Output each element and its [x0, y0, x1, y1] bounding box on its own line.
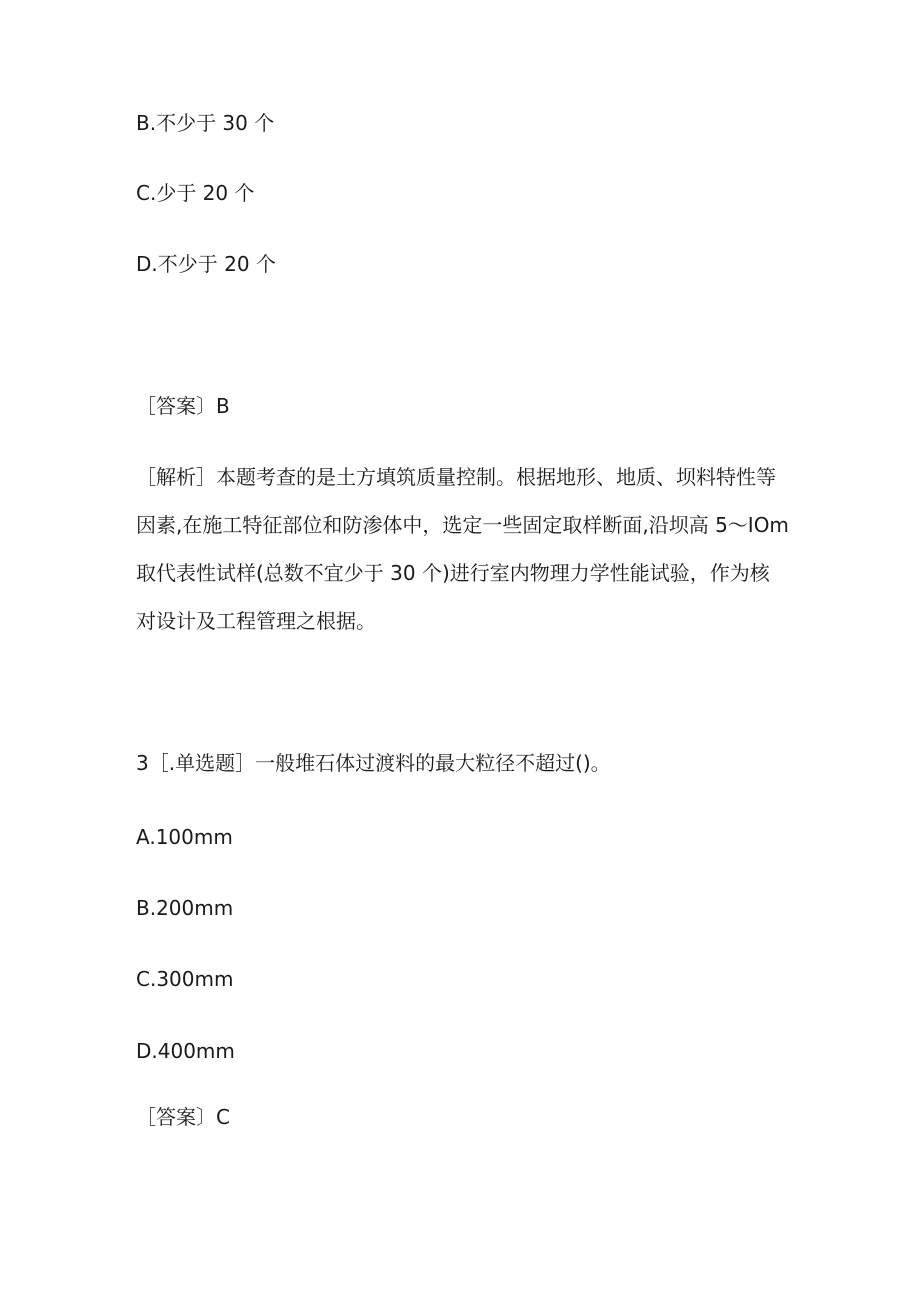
q3-option-c: C.300mm — [136, 967, 234, 991]
q3-answer: ［答案〕C — [136, 1105, 230, 1129]
q2-option-c: C.少于 20 个 — [136, 181, 255, 205]
q2-answer: ［答案〕B — [136, 394, 230, 418]
q2-analysis-line: 对设计及工程管理之根据。 — [136, 609, 376, 633]
q2-analysis-line: 因素,在施工特征部位和防渗体中，选定一些固定取样断面,沿坝高 5～IOm — [136, 513, 789, 537]
q3-option-b: B.200mm — [136, 896, 234, 920]
q2-option-b: B.不少于 30 个 — [136, 111, 275, 135]
q2-analysis-line: ［解析］本题考查的是土方填筑质量控制。根据地形、地质、坝料特性等 — [136, 465, 776, 489]
q2-analysis — [136, 465, 796, 633]
q2-analysis-line: 取代表性试样(总数不宜少于 30 个)进行室内物理力学性能试验，作为核 — [136, 561, 770, 585]
q2-option-d: D.不少于 20 个 — [136, 252, 276, 276]
q3-question: 3［.单选题］一般堆石体过渡料的最大粒径不超过()。 — [136, 751, 611, 775]
q3-option-d: D.400mm — [136, 1039, 235, 1063]
q3-option-a: A.100mm — [136, 825, 233, 849]
